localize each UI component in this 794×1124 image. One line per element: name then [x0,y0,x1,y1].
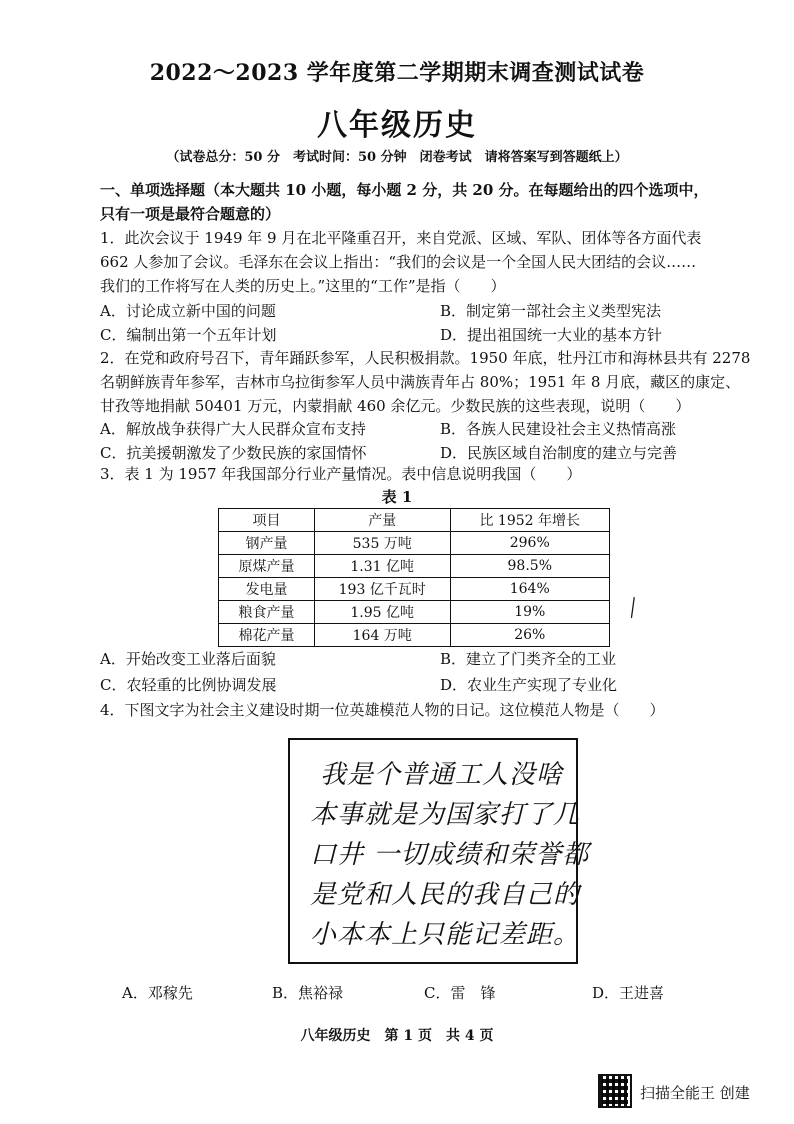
table-row [219,624,610,647]
q1-line-3: 我们的工作将写在人类的历史上。”这里的“工作”是指（ ） [100,277,506,295]
q1-line-2: 662 人参加了会议。毛泽东在会议上指出：“我们的会议是一个全国人民大团结的会议…… [100,253,697,271]
q4-option-b: B．焦裕禄 [272,984,344,1002]
q1-option-c: C．编制出第一个五年计划 [100,326,277,344]
q2-line-3: 甘孜等地捐献 50401 万元，内蒙捐献 460 余亿元。少数民族的这些表现，说明（ ） [100,397,691,415]
table-cell: 193 亿千瓦时 [314,578,450,601]
diary-line: 小本本上只能记差距。 [310,920,581,950]
scanner-watermark: 扫描全能王 创建 [640,1084,750,1102]
q4-option-d: D．王进喜 [592,984,665,1002]
table-row [219,578,610,601]
table-row [219,555,610,578]
table-cell: 164% [450,578,609,601]
diary-line: 本事就是为国家打了几 [310,800,581,830]
q3-option-a: A．开始改变工业落后面貌 [100,650,276,668]
table-header-item: 项目 [219,509,315,532]
q1-option-a: A．讨论成立新中国的问题 [100,302,276,320]
q4-option-a: A．邓稼先 [122,984,193,1002]
q2-option-c: C．抗美援朝激发了少数民族的家国情怀 [100,444,367,462]
table-caption: 表 1 [381,488,413,506]
table-cell: 535 万吨 [314,532,450,555]
table-cell: 26% [450,624,609,647]
q3-option-c: C．农轻重的比例协调发展 [100,676,277,694]
table-cell: 296% [450,532,609,555]
q3-option-d: D．农业生产实现了专业化 [440,676,618,694]
table-row [219,532,610,555]
q1-line-1: 1．此次会议于 1949 年 9 月在北平隆重召开，来自党派、区域、军队、团体等各方面代表 [100,229,702,247]
table-cell: 98.5% [450,555,609,578]
table-cell: 钢产量 [219,532,315,555]
q1-option-d: D．提出祖国统一大业的基本方针 [440,326,663,344]
production-table [218,508,610,647]
q3-line: 3．表 1 为 1957 年我国部分行业产量情况。表中信息说明我国（ ） [100,465,582,483]
q4-line: 4．下图文字为社会主义建设时期一位英雄模范人物的日记。这位模范人物是（ ） [100,701,665,719]
qr-code-icon [598,1074,632,1108]
section-heading-line2: 只有一项是最符合题意的） [100,205,281,223]
diary-line: 口井 一切成绩和荣誉都 [310,840,590,870]
table-cell: 1.95 亿吨 [314,601,450,624]
diary-line: 是党和人民的我自己的 [310,880,581,910]
stray-pen-mark: ╲ [623,596,643,619]
q2-option-a: A．解放战争获得广大人民群众宣布支持 [100,420,366,438]
q2-line-2: 名朝鲜族青年参军，吉林市乌拉街参军人员中满族青年占 80%；1951 年 8 月底，藏区的康定、 [100,373,741,391]
exam-title: 2022～2023 学年度第二学期期末调查测试试卷 [149,60,645,86]
table-cell: 19% [450,601,609,624]
table-cell: 棉花产量 [219,624,315,647]
subject-title: 八年级历史 [317,108,477,143]
table-header-row [219,509,610,532]
q2-line-1: 2．在党和政府号召下，青年踊跃参军，人民积极捐款。1950 年底，牡丹江市和海林县共有 2278 [100,349,751,367]
table-cell: 发电量 [219,578,315,601]
table-row [219,601,610,624]
diary-image [288,738,590,964]
q4-option-c: C．雷 锋 [424,984,496,1002]
table-cell: 1.31 亿吨 [314,555,450,578]
q1-option-b: B．制定第一部社会主义类型宪法 [440,302,662,320]
exam-note: （试卷总分：50 分 考试时间：50 分钟 闭卷考试 请将答案写到答题纸上） [166,150,628,165]
table-cell: 原煤产量 [219,555,315,578]
page-footer: 八年级历史 第 1 页 共 4 页 [300,1028,494,1044]
table-cell: 粮食产量 [219,601,315,624]
table-header-output: 产量 [314,509,450,532]
q2-option-b: B．各族人民建设社会主义热情高涨 [440,420,677,438]
diary-line: 我是个普通工人没啥 [320,760,564,790]
table-cell: 164 万吨 [314,624,450,647]
table-header-growth: 比 1952 年增长 [450,509,609,532]
q3-option-b: B．建立了门类齐全的工业 [440,650,617,668]
q2-option-d: D．民族区域自治制度的建立与完善 [440,444,678,462]
section-heading-line1: 一、单项选择题（本大题共 10 小题，每小题 2 分，共 20 分。在每题给出的四个选项中， [100,181,709,199]
